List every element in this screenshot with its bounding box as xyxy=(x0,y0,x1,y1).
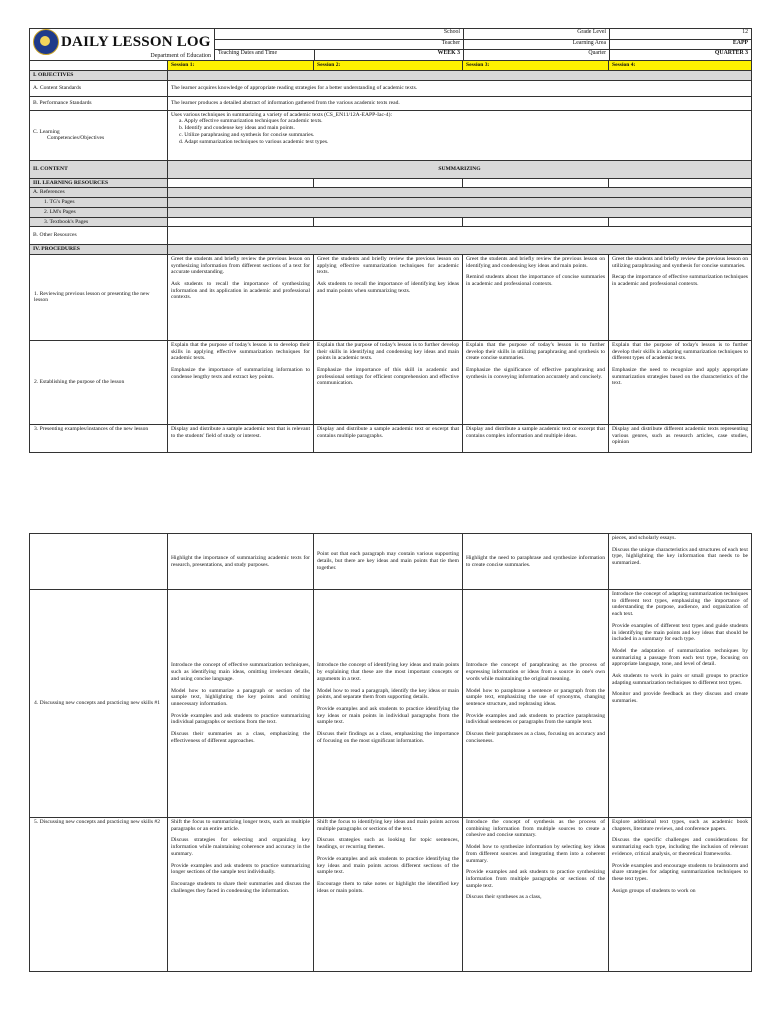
procedure-2-session-1: Explain that the purpose of today's lesson is to develop their skills in applying effective summarization techniques for academic texts. Emphasize the importance of summarizing information to condense lengthy texts and extract key points. xyxy=(168,340,314,424)
header-logo-cell xyxy=(30,29,215,61)
procedure-3-label: 3. Presenting examples/instances of the new lesson xyxy=(30,424,168,452)
procedure-4-session-3: Introduce the concept of paraphrasing as the process of expressing information or ideas from a source in one's own words while maintaining the original meaning. Model how to paraphrase a sentence or paragraph from the sample text, emphasizing the use of synonyms, changing sentence structure, and rephrasing ideas. Provide examples and ask students to practice paraphrasing individual sentences or paragraphs from the sample text. Discuss their paraphrases as a class, focusing on accuracy and conciseness. xyxy=(463,590,609,818)
session-4-header: Session 4: xyxy=(609,61,752,71)
other-resources-label: B. Other Resources xyxy=(30,227,168,245)
references-label: A. References xyxy=(30,188,168,198)
page-2 xyxy=(0,533,768,973)
procedure-3-session-4-top: Display and distribute different academic texts representing various genres, such as research articles, case studies, opinion xyxy=(609,424,752,452)
content-standards-text: The learner acquires knowledge of appropriate reading strategies for a better understanding of academic texts. xyxy=(168,80,752,96)
deped-seal-icon xyxy=(33,29,59,55)
content-heading: II. CONTENT xyxy=(30,160,168,178)
procedure-1-session-1: Greet the students and briefly review the previous lesson on synthesizing information from different sections of a text for accurate understanding. Ask students to recall the importance of synthesizing information and its application in academic and professional contexts. xyxy=(168,254,314,340)
learning-area-value: EAPP xyxy=(610,39,752,50)
procedure-3-session-1-bottom: Highlight the importance of summarizing academic texts for research, presentations, and study purposes. xyxy=(168,534,314,590)
procedure-1-session-3: Greet the students and briefly review the previous lesson on identifying and condensing key ideas and main points. Remind students about the importance of concise summaries in academic and professional contexts. xyxy=(463,254,609,340)
teaching-dates-label: Teaching Dates and Time xyxy=(215,50,315,61)
procedure-5-label: 5. Discussing new concepts and practicing new skills #2 xyxy=(30,818,168,972)
procedure-3-continued-label xyxy=(30,534,168,590)
performance-standards-text: The learner produces a detailed abstract of information gathered from the various academic texts read. xyxy=(168,96,752,110)
objectives-heading: I. OBJECTIVES xyxy=(30,70,168,80)
competencies-label: C. Learning Competencies/Objectives xyxy=(30,110,168,160)
procedure-4-session-2: Introduce the concept of identifying key ideas and main points by explaining that these are the most important concepts or arguments in a text. Model how to read a paragraph, identify the key ideas or main points, and separate them from supporting details. Provide examples and ask students to practice identifying the key ideas or main points in individual paragraphs from the sample text. Discuss their findings as a class, emphasizing the importance of focusing on the most significant information. xyxy=(314,590,463,818)
session-2-header: Session 2: xyxy=(314,61,463,71)
lesson-log-body-2 xyxy=(29,533,752,972)
procedure-2-session-3: Explain that the purpose of today's lesson is to further develop their skills in utilizing paraphrasing and synthesis to create concise summaries. Emphasize the significance of effective paraphrasing and synthesis in conveying information accurately and concisely. xyxy=(463,340,609,424)
content-value: SUMMARIZING xyxy=(168,160,752,178)
content-standards-label: A. Content Standards xyxy=(30,80,168,96)
procedure-5-session-1: Shift the focus to summarizing longer texts, such as multiple paragraphs or an entire article. Discuss strategies for selecting and organizing key information while maintaining coherence and accuracy in the summary. Provide examples and ask students to practice summarizing longer sections of the sample text individually. Encourage students to share their summaries and discuss the challenges they faced in condensing the information. xyxy=(168,818,314,972)
procedure-2-label: 2. Establishing the purpose of the lesson xyxy=(30,340,168,424)
procedure-1-label: 1. Reviewing previous lesson or presenting the new lesson xyxy=(30,254,168,340)
grade-level-label: Grade Level xyxy=(464,29,610,40)
tg-pages-label: 1. TG's Pages xyxy=(30,198,168,208)
procedure-3-session-3-top: Display and distribute a sample academic text or excerpt that contains complex information and multiple ideas. xyxy=(463,424,609,452)
department-label: Department of Education xyxy=(150,53,212,59)
lesson-log-body-1 xyxy=(29,60,752,453)
procedure-2-session-4: Explain that the purpose of today's lesson is to further develop their skills in adapting summarization techniques to different types of academic texts. Emphasize the need to recognize and apply appropriate summarization strategies based on the characteristics of the text. xyxy=(609,340,752,424)
procedure-2-session-2: Explain that the purpose of today's lesson is to further develop their skills in identifying and condensing key ideas and main points in academic texts. Emphasize the importance of this skill in academic and professional settings for efficient comprehension and effective communication. xyxy=(314,340,463,424)
procedure-3-session-3-bottom: Highlight the need to paraphrase and synthesize information to create concise summaries. xyxy=(463,534,609,590)
procedure-1-session-4: Greet the students and briefly review the previous lesson on utilizing paraphrasing and synthesis for concise summaries. Recap the importance of effective summarization techniques in academic and professional contexts. xyxy=(609,254,752,340)
procedure-3-session-2-top: Display and distribute a sample academic text or excerpt that contains multiple paragraphs. xyxy=(314,424,463,452)
procedure-4-session-4: Introduce the concept of adapting summarization techniques to different text types, emphasizing the importance of understanding the purpose, audience, and organization of each text. Provide examples of different text types and guide students in identifying the main points and key ideas that should be included in a summary for each type. Model the adaptation of summarization techniques by summarizing a passage from each text type, focusing on appropriate language, tone, and level of detail. Ask students to work in pairs or small groups to practice adapting summarization techniques to different text types. Monitor and provide feedback as they discuss and create summaries. xyxy=(609,590,752,818)
lm-pages-label: 2. LM's Pages xyxy=(30,207,168,217)
page-1 xyxy=(0,28,768,488)
resources-heading: III. LEARNING RESOURCES xyxy=(30,178,168,188)
session-3-header: Session 3: xyxy=(463,61,609,71)
procedure-5-session-4: Explore additional text types, such as academic book chapters, literature reviews, and conference papers. Discuss the specific challenges and considerations for summarizing each type, including the inclusion of relevant evidence, critical analysis, or theoretical frameworks. Provide examples and encourage students to brainstorm and share strategies for adapting summarization techniques to these text types. Assign groups of students to work on xyxy=(609,818,752,972)
learning-area-label: Learning Area xyxy=(464,39,610,50)
competencies-text: Uses various techniques in summarizing a variety of academic texts (CS_EN11/12A-EAPP-Iac-4): a. Apply effective summarization techniques for academic texts. b. Identify and condense key ideas and main points. c. Utilize paraphrasing and synthesis for concise summaries. d. Adapt summarization techniques to various academic text types. xyxy=(168,110,752,160)
session-1-header: Session 1: xyxy=(168,61,314,71)
procedure-3-session-2-bottom: Point out that each paragraph may contain various supporting details, but there are key ideas and main points that tie them together. xyxy=(314,534,463,590)
teacher-label: Teacher xyxy=(215,39,464,50)
week-label: WEEK 3 xyxy=(315,50,464,61)
procedures-heading: IV. PROCEDURES xyxy=(30,245,168,255)
textbook-pages-label: 3. Textbook's Pages xyxy=(30,217,168,227)
school-label: School xyxy=(215,29,464,40)
grade-level-value: 12 xyxy=(610,29,752,40)
quarter-label: Quarter xyxy=(464,50,610,61)
performance-standards-label: B. Performance Standards xyxy=(30,96,168,110)
procedure-4-session-1: Introduce the concept of effective summarization techniques, such as identifying main ideas, omitting irrelevant details, and using concise language. Model how to summarize a paragraph or section of the sample text, highlighting the key points and omitting unnecessary information. Provide examples and ask students to practice summarizing individual paragraphs or sections from the text. Discuss their summaries as a class, emphasizing the effectiveness of different approaches. xyxy=(168,590,314,818)
procedure-5-session-3: Introduce the concept of synthesis as the process of combining information from multiple sources to create a cohesive and concise summary. Model how to synthesize information by selecting key ideas from different sources and integrating them into a coherent summary. Provide examples and ask students to practice synthesizing information from multiple paragraphs or sections of the sample text. Discuss their syntheses as a class, xyxy=(463,818,609,972)
procedure-4-label: 4. Discussing new concepts and practicing new skills #1 xyxy=(30,590,168,818)
procedure-3-session-4-bottom: pieces, and scholarly essays. Discuss the unique characteristics and structures of each text type, highlighting the key information that needs to be summarized. xyxy=(609,534,752,590)
procedure-1-session-2: Greet the students and briefly review the previous lesson on applying effective summarization techniques for academic texts. Ask students to recall the importance of identifying key ideas and main points when summarizing texts. xyxy=(314,254,463,340)
page-title: DAILY LESSON LOG xyxy=(61,33,211,50)
lesson-log-table-1 xyxy=(29,28,752,61)
procedure-5-session-2: Shift the focus to identifying key ideas and main points across multiple paragraphs or sections of the text. Discuss strategies such as looking for topic sentences, headings, or recurring themes. Provide examples and ask students to practice identifying the key ideas and main points across different sections of the sample text. Encourage them to take notes or highlight the identified key ideas or main points. xyxy=(314,818,463,972)
quarter-value: QUARTER 3 xyxy=(610,50,752,61)
procedure-3-session-1-top: Display and distribute a sample academic text that is relevant to the students' field of study or interest. xyxy=(168,424,314,452)
